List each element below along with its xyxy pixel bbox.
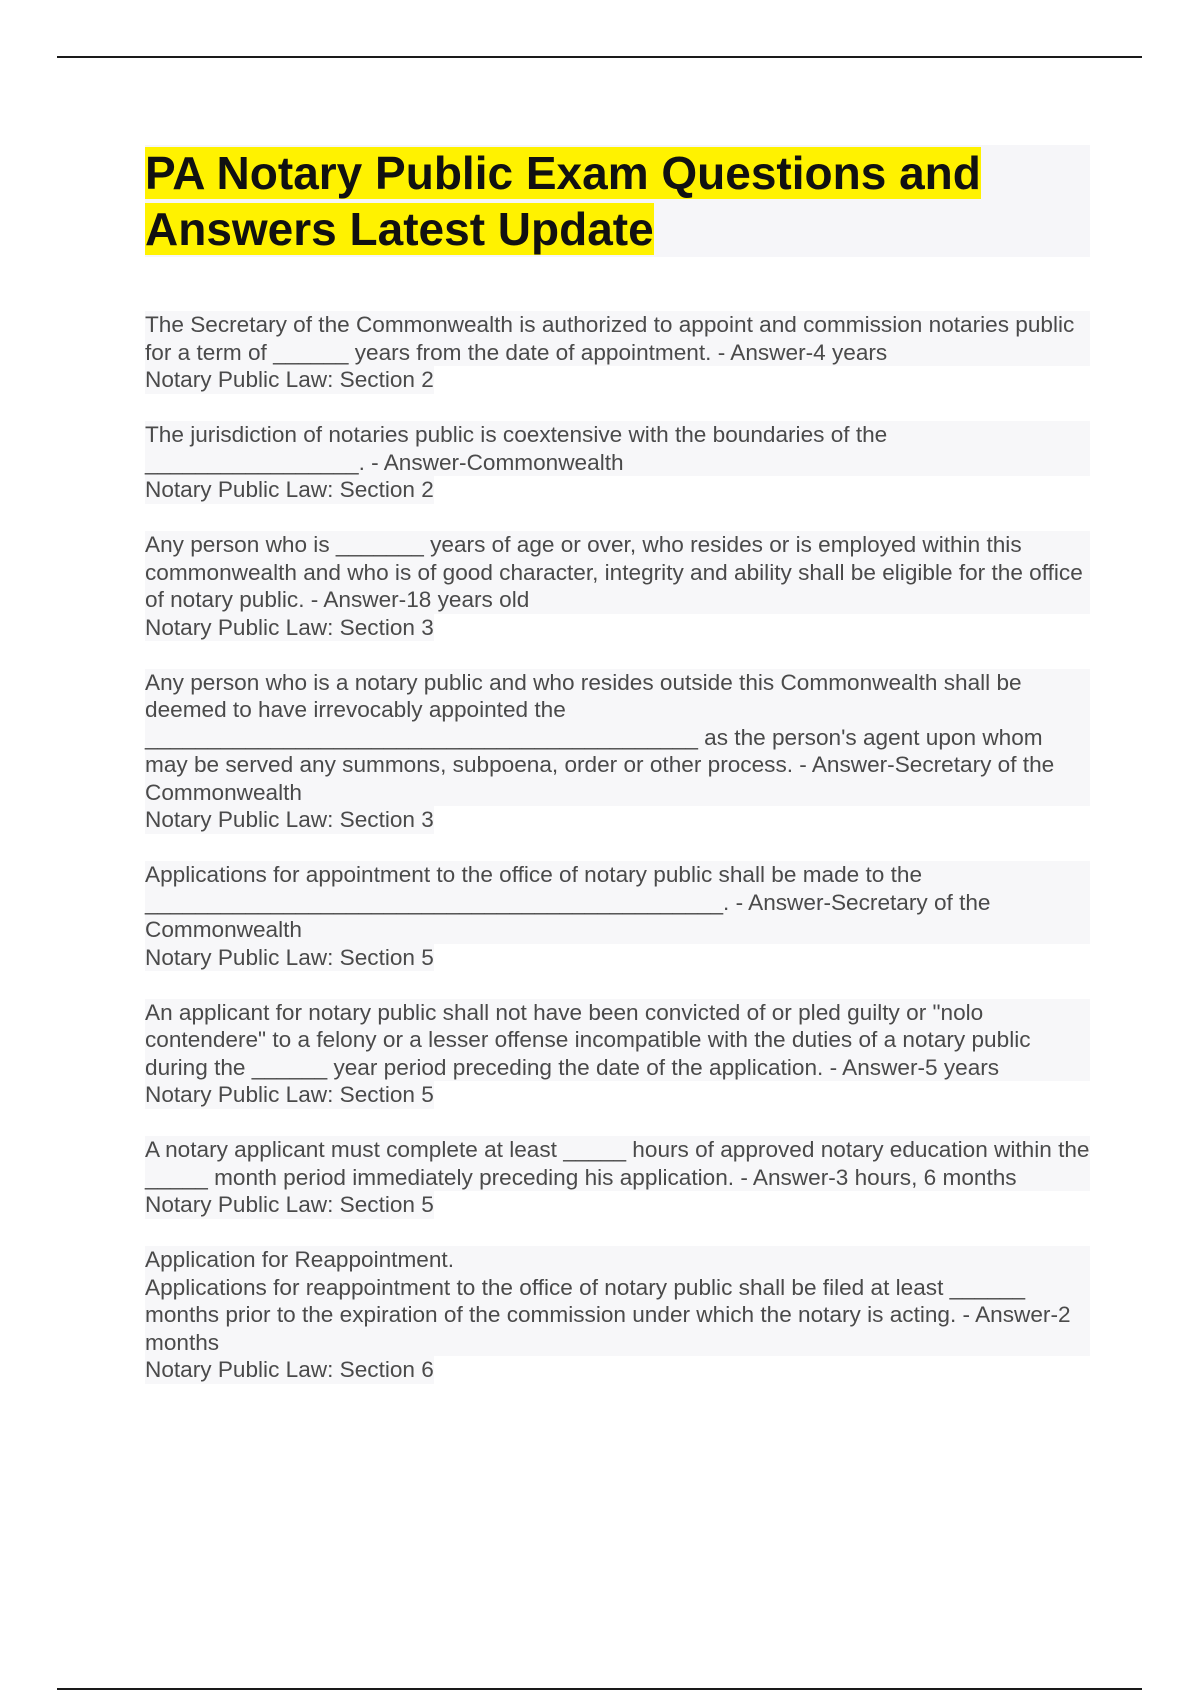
qa-question: Any person who is _______ years of age or over, who resides or is employed within this commonwealth and who is of good character, integrity and ability shall be eligible for the office of notary public. - Answer-18 years old <box>145 532 1090 612</box>
document-title-text: PA Notary Public Exam Questions and Answers Latest Update <box>145 147 981 255</box>
qa-reference: Notary Public Law: Section 3 <box>145 614 434 640</box>
qa-question: The jurisdiction of notaries public is coextensive with the boundaries of the _________________. - Answer-Commonwealth <box>145 421 1090 476</box>
qa-list <box>145 311 1096 1384</box>
qa-question: Any person who is a notary public and who resides outside this Commonwealth shall be deemed to have irrevocably appointed the ____________________________________________ as the person's agent upon whom may be served any summons, subpoena, order or other process. - Answer-Secretary of the Commonwealth <box>145 669 1090 807</box>
qa-item-4 <box>145 669 1090 834</box>
qa-reference: Notary Public Law: Section 5 <box>145 944 434 970</box>
qa-question: Application for Reappointment. Applications for reappointment to the office of notary public shall be filed at least ______ months prior to the expiration of the commission under which the notary is acting. - Answer-2 months <box>145 1246 1090 1356</box>
qa-item-5 <box>145 861 1090 971</box>
document-body <box>145 145 1096 1411</box>
qa-item-7 <box>145 1136 1096 1219</box>
qa-reference: Notary Public Law: Section 2 <box>145 477 434 502</box>
qa-reference: Notary Public Law: Section 6 <box>145 1357 434 1382</box>
qa-item-6 <box>145 999 1090 1109</box>
qa-item-1 <box>145 311 1090 394</box>
bottom-rule <box>57 1688 1142 1690</box>
qa-item-8 <box>145 1246 1090 1384</box>
document-title <box>145 145 1090 257</box>
qa-reference: Notary Public Law: Section 2 <box>145 367 434 392</box>
title-block <box>145 145 1090 257</box>
qa-question: A notary applicant must complete at least _____ hours of approved notary education within the _____ month period immediately preceding his application. - Answer-3 hours, 6 months <box>145 1137 1096 1190</box>
qa-item-3 <box>145 531 1090 641</box>
qa-reference: Notary Public Law: Section 5 <box>145 1192 434 1217</box>
qa-question: An applicant for notary public shall not have been convicted of or pled guilty or "nolo contendere" to a felony or a lesser offense incompatible with the duties of a notary public during the ______ year period preceding the date of the application. - Answer-5 years <box>145 999 1090 1082</box>
qa-item-2 <box>145 421 1090 504</box>
qa-reference: Notary Public Law: Section 3 <box>145 807 434 832</box>
qa-question: The Secretary of the Commonwealth is authorized to appoint and commission notaries public for a term of ______ years from the date of appointment. - Answer-4 years <box>145 311 1090 366</box>
qa-question: Applications for appointment to the office of notary public shall be made to the ______________________________________________. - Answer-Secretary of the Commonwealth <box>145 861 1090 944</box>
top-rule <box>57 56 1142 58</box>
qa-reference: Notary Public Law: Section 5 <box>145 1082 434 1107</box>
